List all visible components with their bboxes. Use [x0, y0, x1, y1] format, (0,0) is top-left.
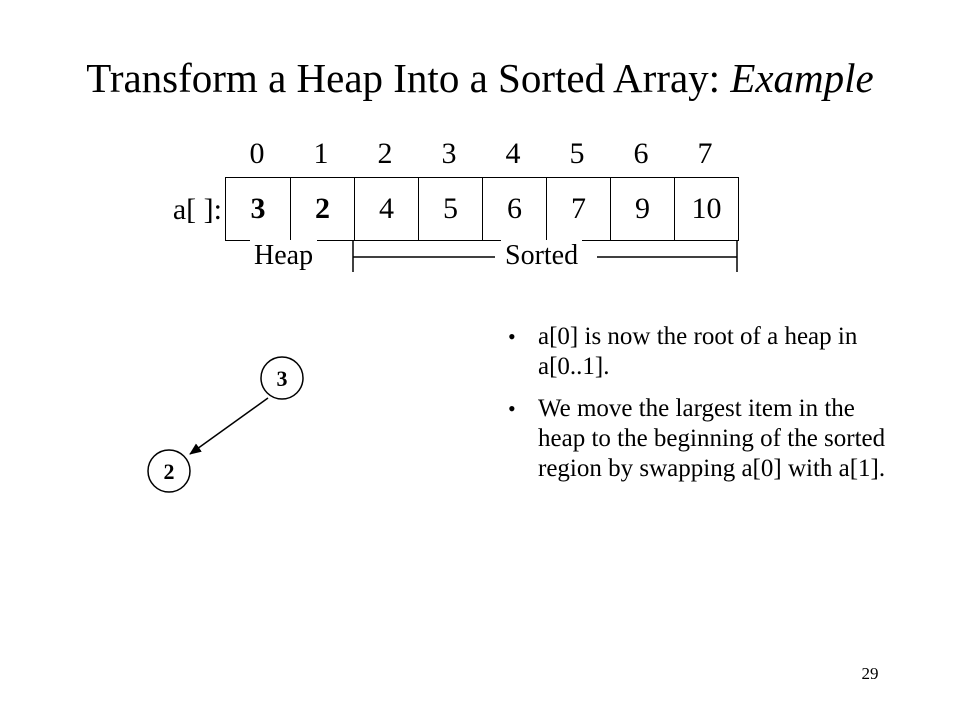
- heap-region-label: Heap: [250, 240, 317, 272]
- array-label: a[ ]:: [172, 193, 222, 226]
- array-cell: 3: [250, 192, 266, 225]
- array-index: 6: [633, 137, 649, 170]
- title-main: Transform a Heap Into a Sorted Array:: [86, 55, 721, 101]
- array-cell: 9: [610, 178, 674, 240]
- array-cell: 6: [482, 178, 546, 240]
- root-node-value: 3: [276, 366, 288, 391]
- page-number: 29: [861, 664, 879, 683]
- array-index: 0: [249, 137, 265, 170]
- bullet-glyph: •: [508, 396, 516, 421]
- bullet-text: We move the largest item in the heap to the beginning of the sorted region by swapping a[0] with a[1].: [538, 395, 886, 482]
- bullet-glyph: •: [508, 324, 516, 349]
- array-cell: 5: [418, 178, 482, 240]
- array-cell: 7: [546, 178, 610, 240]
- sorted-region-label: Sorted: [501, 240, 582, 272]
- array-index: 3: [441, 137, 457, 170]
- array-cell: 10: [674, 178, 738, 240]
- array-index: 7: [697, 137, 713, 170]
- bullet-list: [500, 322, 900, 496]
- tree-edge-arrow: [190, 398, 268, 454]
- bullet-text: a[0] is now the root of a heap in a[0..1].: [538, 323, 858, 380]
- child-node-value: 2: [163, 459, 175, 484]
- array-index: 1: [313, 137, 329, 170]
- bullet-item: [500, 394, 900, 484]
- array-cell: 4: [354, 178, 418, 240]
- array-index: 4: [505, 137, 521, 170]
- array-index: 2: [377, 137, 393, 170]
- array-cell: 2: [290, 178, 354, 240]
- title-emphasis: Example: [730, 55, 874, 101]
- array-index: 5: [569, 137, 585, 170]
- bullet-item: [500, 322, 900, 382]
